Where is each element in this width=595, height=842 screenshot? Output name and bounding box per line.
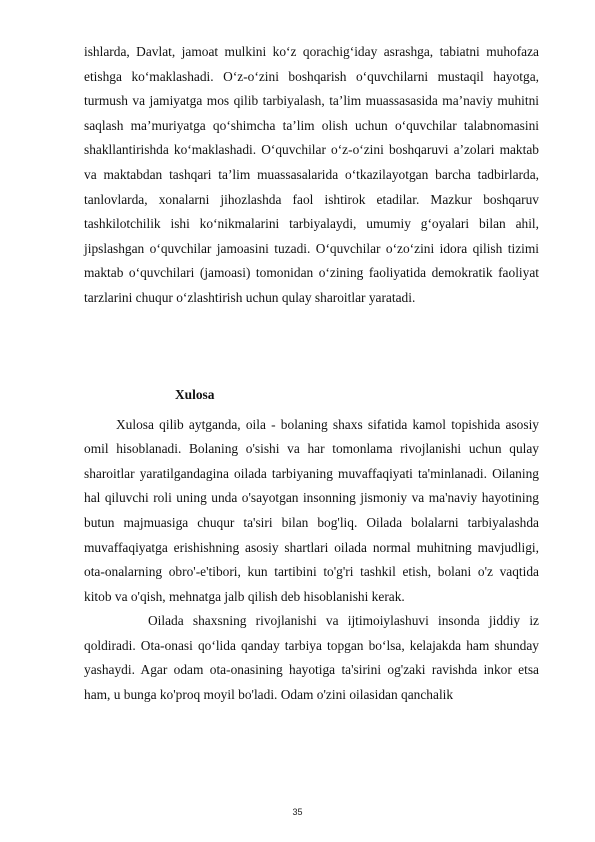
page-body xyxy=(84,40,539,708)
page-number: 35 xyxy=(292,807,303,817)
paragraph-2: Xulosa qilib aytganda, oila - bolaning shaxs sifatida kamol topishida asosiy omil hisoblanadi. Bolaning o'sishi va har tomonlama rivojlanishi uchun qulay sharoitlar yaratilgandagina oilada tarbiyaning muvaffaqiyati ta'minlanadi. Oilaning hal qiluvchi roli uning unda o'sayotgan insonning jismoniy va ma'naviy hayotining butun majmuasiga chuqur ta'siri bilan bog'liq. Oilada bolalarni tarbiyalashda muvaffaqiyatga erishishning asosiy shartlari oilada normal muhitning mavjudligi, ota-onalarning obro'-e'tibori, kun tartibini to'g'ri tashkil etish, bolani o'z vaqtida kitob va o'qish, mehnatga jalb qilish deb hisoblanishi kerak. xyxy=(84,416,539,604)
paragraph-3: Oilada shaxsning rivojlanishi va ijtimoiylashuvi insonda jiddiy iz qoldiradi. Ota-onasi qo‘lida qanday tarbiya topgan bo‘lsa, kelajakda ham shunday yashaydi. Agar odam ota-onasining hayotiga ta'sirini og'zaki ravishda inkor etsa ham, u bunga ko'proq moyil bo'ladi. Odam o'zini oilasidan qanchalik xyxy=(84,613,539,703)
section-gap xyxy=(84,311,539,383)
paragraph-1: ishlarda, Davlat, jamoat mulkini ko‘z qorachig‘iday asrashga, tabiatni muhofaza etishga ko‘maklashadi. O‘z-o‘zini boshqarish o‘quvchilarni mustaqil hayotga, turmush va jamiyatga mos qilib tarbiyalash, ta’lim muassasasida ma’naviy muhitni saqlash ma’muriyatga qo‘shimcha ta’lim olish uchun o‘quvchilar talabnomasini shakllantirishda ko‘maklashadi. O‘quvchilar o‘z-o‘zini boshqaruvi a’zolari maktab va maktabdan tashqari ta’lim muassasalarida o‘tkazilayotgan barcha tadbirlarda, tanlovlarda, xonalarni jihozlashda faol ishtirok etadilar. Mazkur boshqaruv tashkilotchilik ishi ko‘nikmalarini tarbiyalaydi, umumiy g‘oyalari bilan ahil, jipslashgan o‘quvchilar jamoasini tuzadi. O‘quvchilar o‘zo‘zini idora qilish tizimi maktab o‘quvchilari (jamoasi) tomonidan o‘zining faoliyatida demokratik faoliyat tarzlarini chuqur o‘zlashtirish uchun qulay sharoitlar yaratadi. xyxy=(84,44,539,305)
section-heading: Xulosa xyxy=(175,386,215,402)
